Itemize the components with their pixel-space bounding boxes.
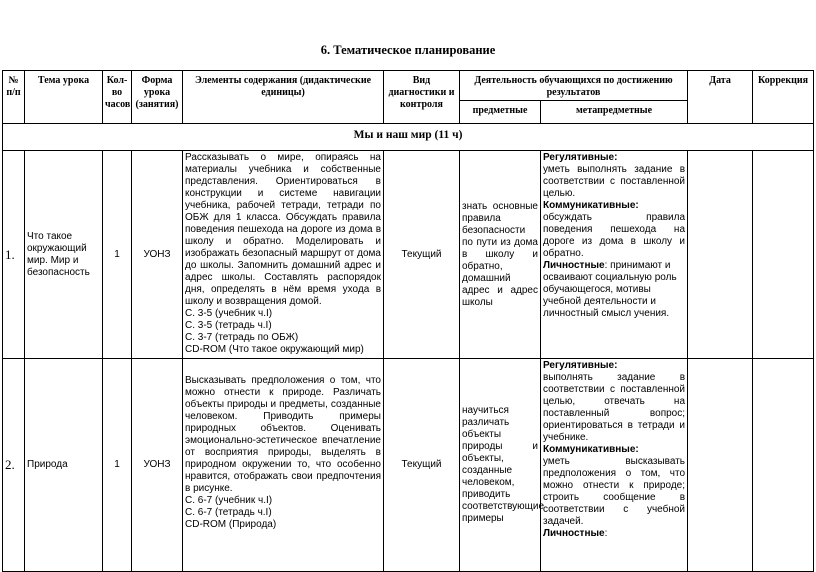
meta-text: выполнять задание в соответствии с поставленной целью, отвечать на поставленный вопрос; ориентироваться в тетради и учебнике. — [543, 372, 686, 443]
meta-text: обсуждать правила поведения пешехода на дороге из дома в школу и обратно. — [543, 212, 686, 259]
row-correction[interactable] — [753, 151, 814, 359]
row-diagnostics: Текущий — [384, 359, 460, 572]
content-ref: С. 6-7 (тетрадь ч.I) — [185, 507, 272, 518]
header-topic: Тема урока — [25, 71, 103, 124]
content-ref: С. 6-7 (учебник ч.I) — [185, 495, 273, 506]
header-diagnostics: Вид диагностики и контроля — [384, 71, 460, 124]
planning-table — [2, 70, 814, 572]
row-date[interactable] — [688, 151, 753, 359]
row-form: УОНЗ — [132, 359, 183, 572]
section-row — [3, 124, 814, 151]
row-topic: Природа — [25, 359, 103, 572]
meta-label: Коммуникативные: — [543, 444, 639, 455]
header-hours: Кол-во часов — [103, 71, 132, 124]
header-form: Форма урока (занятия) — [132, 71, 183, 124]
header-row — [3, 71, 814, 101]
meta-label: Личностные — [543, 528, 605, 539]
header-content: Элементы содержания (дидактические единицы) — [183, 71, 384, 124]
table-row — [3, 359, 814, 572]
row-content — [183, 151, 384, 359]
page-title: 6. Тематическое планирование — [320, 43, 496, 57]
header-num: № п/п — [3, 71, 25, 124]
section-title: Мы и наш мир (11 ч) — [3, 124, 814, 151]
row-hours: 1 — [103, 151, 132, 359]
row-subject-results: знать основные правила безопасности по пути из дома в школу и обратно, домашний адрес и адрес школы — [460, 151, 541, 359]
row-hours: 1 — [103, 359, 132, 572]
row-form: УОНЗ — [132, 151, 183, 359]
meta-label: Личностные — [543, 260, 605, 271]
meta-text: уметь высказывать предположения о том, что можно отнести к природе; строить сообщение в соответствии с учебной задачей. — [543, 456, 686, 527]
meta-text: уметь выполнять задание в соответствии с поставленной целью. — [543, 164, 686, 199]
table-row — [3, 151, 814, 359]
meta-label: Регулятивные: — [543, 360, 618, 371]
row-correction[interactable] — [753, 359, 814, 572]
row-diagnostics: Текущий — [384, 151, 460, 359]
header-activity: Деятельность обучающихся по достижению результатов — [460, 71, 688, 101]
row-date[interactable] — [688, 359, 753, 572]
header-correction: Коррекция — [753, 71, 814, 124]
row-content — [183, 359, 384, 572]
header-date: Дата — [688, 71, 753, 124]
header-subject: предметные — [460, 101, 541, 124]
meta-label: Коммуникативные: — [543, 200, 639, 211]
content-ref: CD-ROM (Природа) — [185, 519, 277, 530]
row-number: 2. — [3, 359, 25, 572]
content-ref: С. 3-5 (тетрадь ч.I) — [185, 320, 272, 331]
meta-text: : принимают и осваивают социальную роль обучающегося, мотивы учебной деятельности и личностный смысл учения. — [543, 260, 677, 319]
row-number: 1. — [3, 151, 25, 359]
header-metasubject: метапредметные — [541, 101, 688, 124]
content-ref: С. 3-5 (учебник ч.I) — [185, 308, 273, 319]
row-meta-results — [541, 151, 688, 359]
row-topic: Что такое окружающий мир. Мир и безопасность — [25, 151, 103, 359]
content-ref: С. 3-7 (тетрадь по ОБЖ) — [185, 332, 299, 343]
content-ref: CD-ROM (Что такое окружающий мир) — [185, 344, 364, 355]
content-text: Высказывать предположения о том, что можно отнести к природе. Различать объекты природы и предметы, созданные человеком. Приводить примеры природных объектов. Оценивать эмоционально-эстетическое впечатление от восприятия природы, выделять в природном окружении то, что особенно нравится, отображать свои предпочтения в рисунке. — [185, 375, 381, 494]
row-meta-results — [541, 359, 688, 572]
meta-label: Регулятивные: — [543, 152, 618, 163]
content-text: Рассказывать о мире, опираясь на материалы учебника и собственные представления. Ориентироваться в конструкции и системе навигации учебника, рабочей тетради, тетради по ОБЖ для 1 класса. Обсуждать правила поведения пешехода на дороге из дома в школу и обратно. Моделировать и изображать безопасный маршрут от дома до школы. Запомнить домашний адрес и адрес школы. Составлять распорядок дня, определять в нём время ухода в школу и возвращения домой. — [185, 152, 381, 307]
meta-text: : — [604, 528, 608, 539]
row-subject-results: научиться различать объекты природы и объекты, созданные человеком, приводить соответствующие примеры — [460, 359, 541, 572]
